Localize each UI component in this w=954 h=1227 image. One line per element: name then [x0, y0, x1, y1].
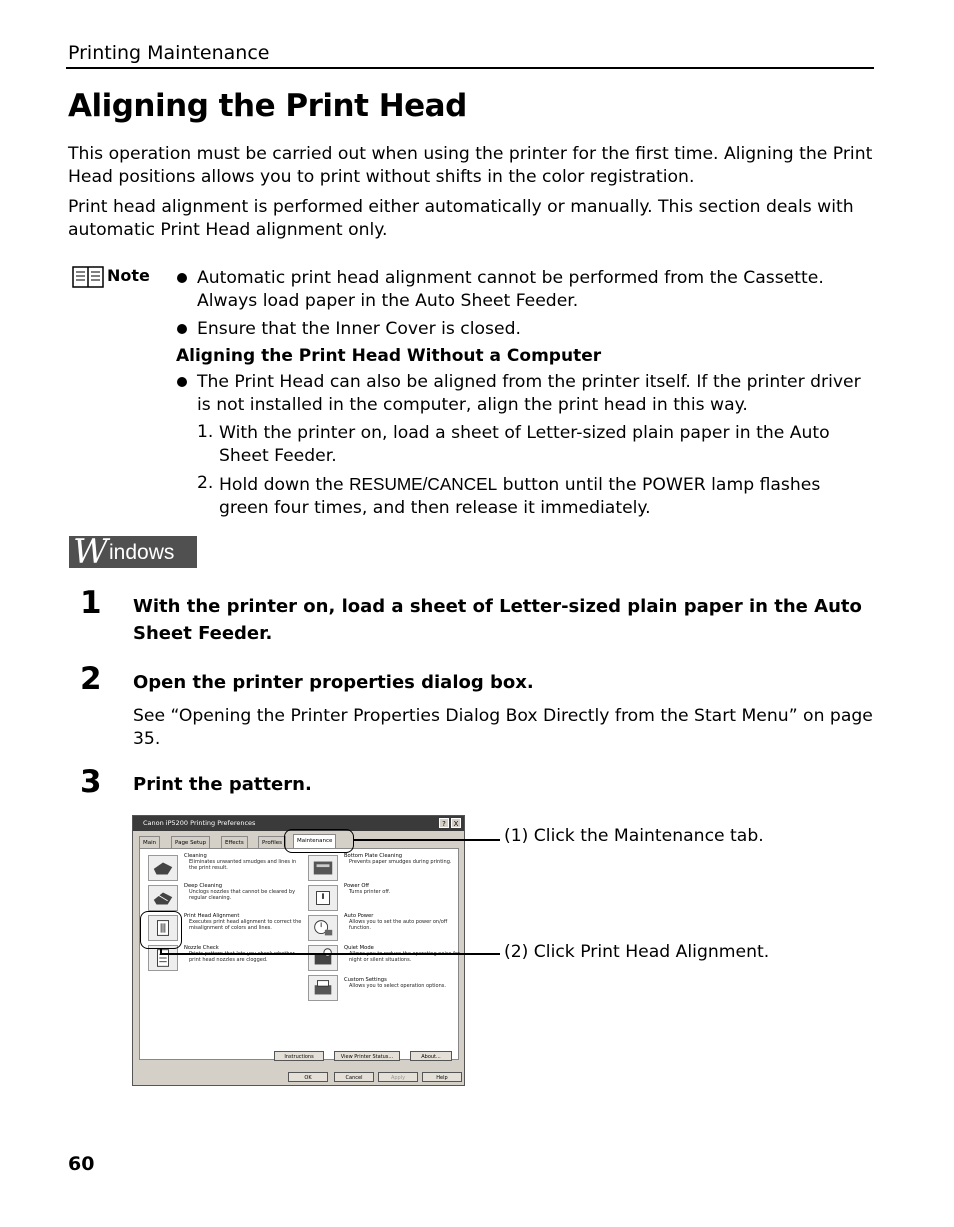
quiet-mode-icon[interactable] — [308, 945, 338, 971]
step-number: 1 — [80, 585, 102, 621]
substep-number: 2. — [197, 473, 214, 493]
ok-button[interactable]: OK — [288, 1072, 328, 1082]
alignment-icon-highlight — [140, 911, 182, 949]
maintenance-tab-name: Maintenance — [613, 826, 725, 846]
item-auto-power: Auto Power — [344, 913, 374, 919]
page-number: 60 — [68, 1153, 95, 1175]
page-title: Aligning the Print Head — [68, 88, 467, 124]
view-printer-status-button[interactable]: View Printer Status... — [334, 1051, 400, 1061]
note-label: Note — [107, 266, 150, 285]
windows-logo: W indows — [69, 536, 197, 568]
bullet-dot — [177, 377, 187, 387]
maintenance-panel: Cleaning Eliminates unwanted smudges and lines in the print result. Deep Cleaning Unclogs nozzles that cannot be cleared by regular cleaning. Print Head Alignment Executes print head alignment to correct the misalignment of colors and lines. Nozzle Check print head nozzles are clogged. Bottom Plate Cleaning Prevents paper smudges during printing. Power Off Turns printer off. Auto Power Allows you to set the auto power on/off function. Quiet Mode night or silent situations. Custom Settings Allows you to select operation options. Instructions View Printer Status... About... — [139, 848, 459, 1060]
substep-1-text: With the printer on, load a sheet of Letter-sized plain paper in the Auto Sheet Feeder. — [219, 423, 830, 466]
item-print-head-alignment: Print Head Alignment — [184, 913, 240, 919]
print-head-alignment-name: Print Head Alignment — [580, 942, 764, 962]
bullet-dot — [177, 273, 187, 283]
step-2-title: Open the printer properties dialog box. — [133, 672, 534, 693]
tab-effects[interactable]: Effects — [221, 836, 248, 849]
item-custom-settings: Custom Settings — [344, 977, 387, 983]
note-bullet-2: Ensure that the Inner Cover is closed. — [197, 319, 521, 339]
tab-main[interactable]: Main — [139, 836, 160, 849]
item-power-off: Power Off — [344, 883, 369, 889]
help-button[interactable]: Help — [422, 1072, 462, 1082]
close-title-button[interactable]: X — [451, 818, 461, 828]
cross-reference-link[interactable]: Opening the Printer Properties Dialog Box Directly from the Start Menu — [178, 706, 789, 726]
step-2-body: See “Opening the Printer Properties Dialog Box Directly from the Start Menu” on page 35. — [133, 706, 873, 749]
step-number: 3 — [80, 764, 102, 800]
note-subheading: Aligning the Print Head Without a Computer — [176, 346, 602, 366]
callout-1: (1) Click the Maintenance tab. — [504, 826, 764, 846]
help-title-button[interactable]: ? — [439, 818, 449, 828]
step-1-title: With the printer on, load a sheet of Letter-sized plain paper in the Auto Sheet Feeder. — [133, 596, 862, 644]
instructions-button[interactable]: Instructions — [274, 1051, 324, 1061]
section-header: Printing Maintenance — [68, 42, 270, 64]
tab-maintenance[interactable]: Maintenance — [293, 834, 336, 849]
intro-paragraph-2: Print head alignment is performed either automatically or manually. This section deals with automatic Print Head alignment only. — [68, 197, 854, 240]
resume-cancel-key: RESUME/CANCEL — [349, 474, 498, 494]
callout-2: (2) Click Print Head Alignment. — [504, 942, 770, 962]
bottom-plate-cleaning-icon[interactable] — [308, 855, 338, 881]
header-rule — [66, 67, 874, 69]
intro-paragraph-1: This operation must be carried out when using the printer for the first time. Aligning the Print Head positions allows you to print without shifts in the color registration. — [68, 144, 873, 187]
dialog-title: Canon iP5200 Printing Preferences — [133, 816, 464, 831]
about-button[interactable]: About... — [410, 1051, 452, 1061]
auto-power-icon[interactable] — [308, 915, 338, 941]
tab-profiles[interactable]: Profiles — [258, 836, 286, 849]
tab-page-setup[interactable]: Page Setup — [171, 836, 210, 849]
power-off-icon[interactable] — [308, 885, 338, 911]
item-nozzle-check: Nozzle Check — [184, 945, 219, 951]
leader-line — [160, 953, 500, 955]
step-number: 2 — [80, 661, 102, 697]
printing-preferences-dialog — [132, 815, 465, 1086]
substep-number: 1. — [197, 422, 214, 442]
item-cleaning: Cleaning — [184, 853, 207, 859]
deep-cleaning-icon[interactable] — [148, 885, 178, 911]
cleaning-icon[interactable] — [148, 855, 178, 881]
power-key: POWER — [641, 475, 706, 495]
leader-line — [354, 839, 500, 841]
substep-2-text: Hold down the RESUME/CANCEL button until the POWER lamp flashes green four times, and then release it immediately. — [219, 474, 821, 518]
maintenance-tab-highlight — [284, 829, 354, 853]
item-deep-cleaning: Deep Cleaning — [184, 883, 223, 889]
custom-settings-icon[interactable] — [308, 975, 338, 1001]
apply-button[interactable]: Apply — [378, 1072, 418, 1082]
book-icon — [72, 266, 104, 288]
item-quiet-mode: Quiet Mode — [344, 945, 374, 951]
step-3-title: Print the pattern. — [133, 774, 312, 795]
item-bottom-plate-cleaning: Bottom Plate Cleaning — [344, 853, 403, 859]
note-bullet-1: Automatic print head alignment cannot be performed from the Cassette. Always load paper in the Auto Sheet Feeder. — [197, 268, 824, 311]
cancel-button[interactable]: Cancel — [334, 1072, 374, 1082]
bullet-dot — [177, 324, 187, 334]
note-bullet-3: The Print Head can also be aligned from the printer itself. If the printer driver is not installed in the computer, align the print head in this way. — [197, 372, 861, 415]
